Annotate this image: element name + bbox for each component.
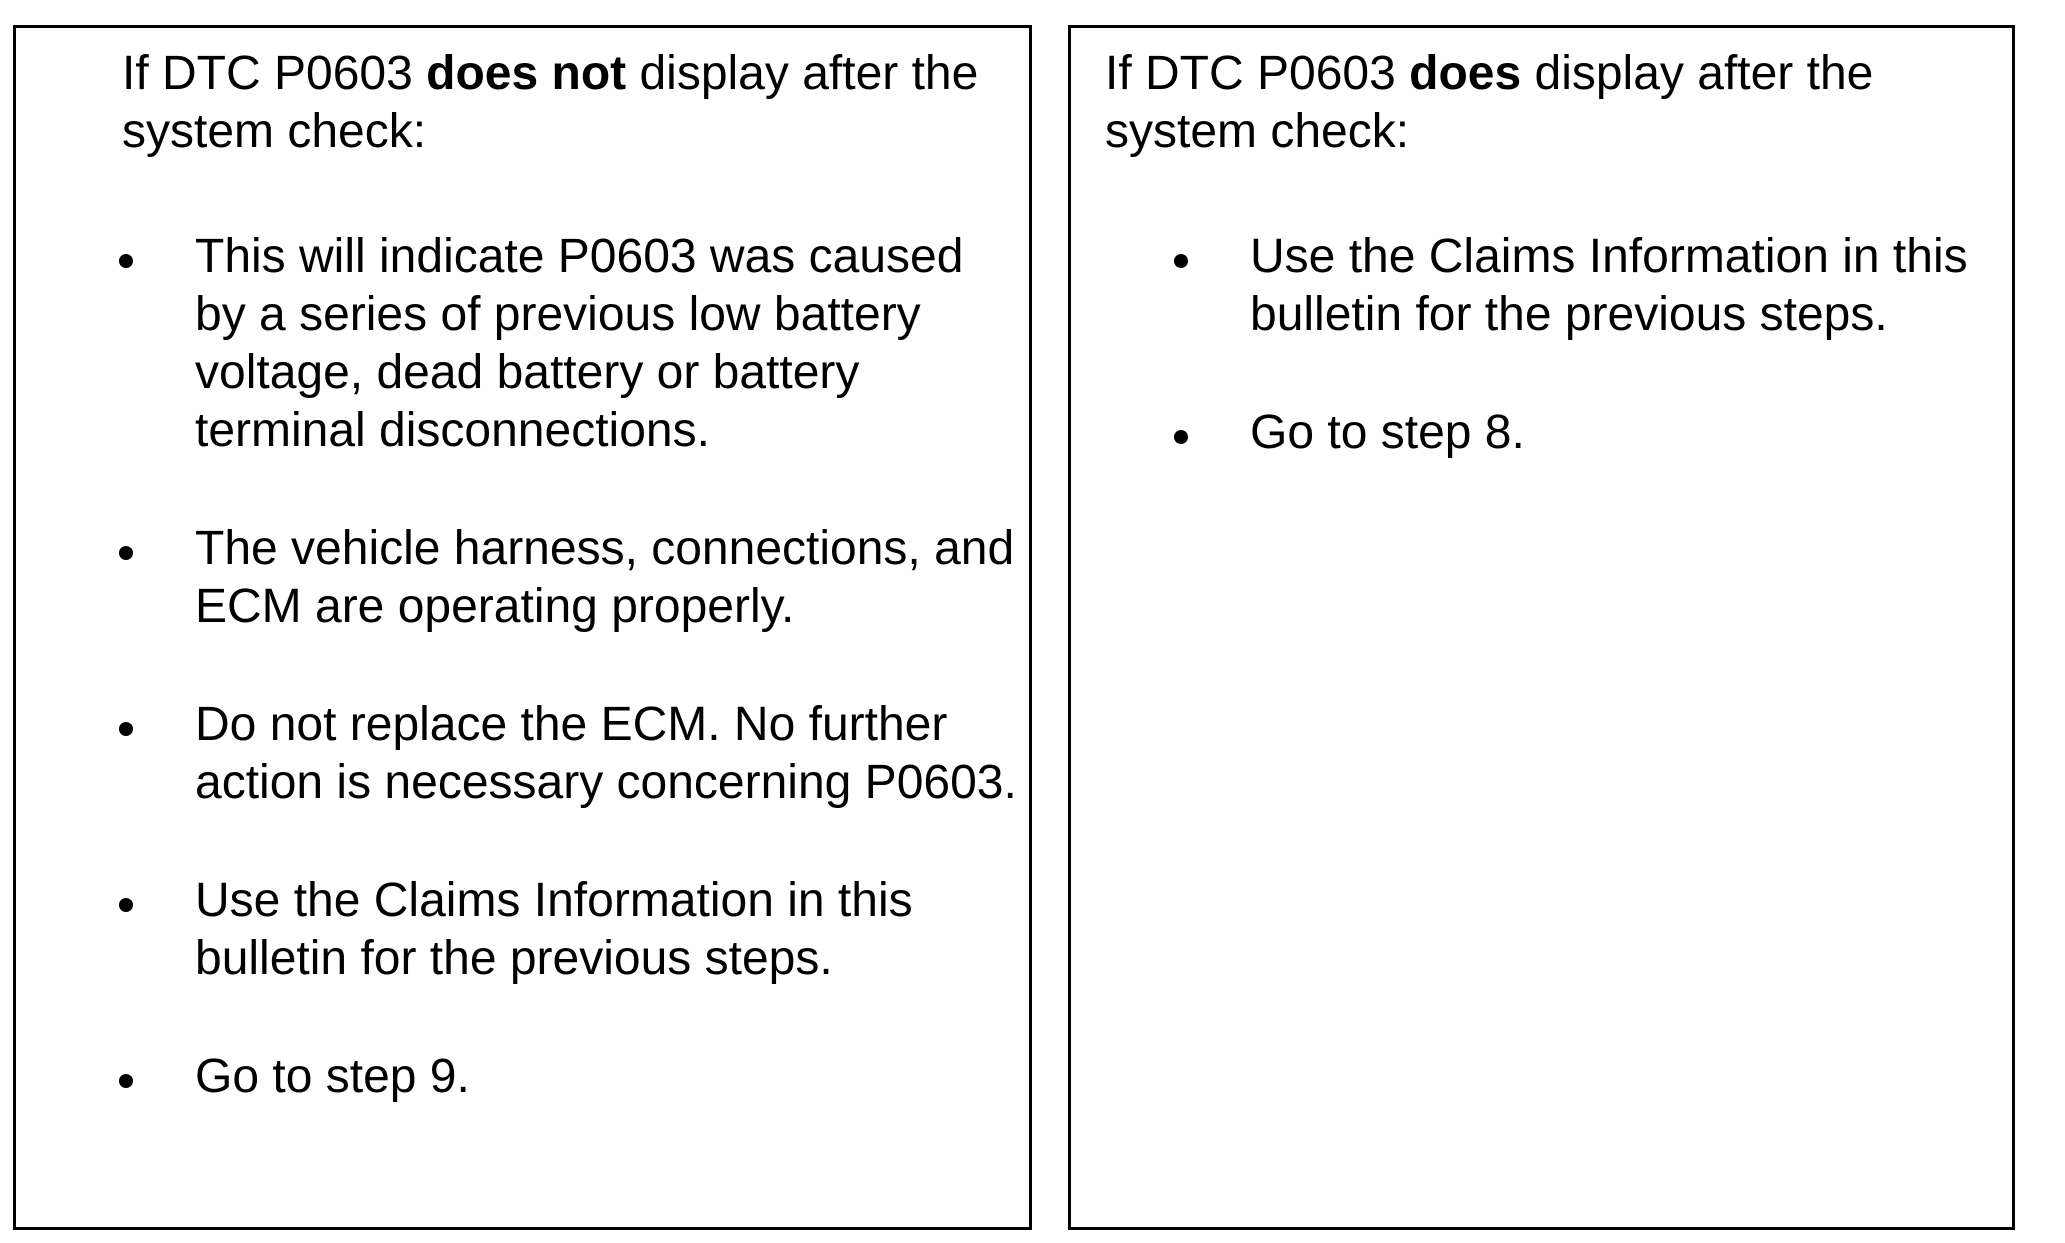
right-heading-emphasis: does <box>1409 47 1522 100</box>
list-item <box>119 228 1019 460</box>
right-instruction-panel <box>1068 25 2015 1230</box>
list-item-text: Go to step 9. <box>195 1050 470 1103</box>
list-item-text: The vehicle harness, connections, and ECM are operating properly. <box>195 522 1015 633</box>
list-item <box>119 520 1019 636</box>
list-item <box>119 872 1019 988</box>
list-item <box>119 1048 1019 1106</box>
left-heading-suffix: display after the system check: <box>122 47 979 158</box>
list-item-text: This will indicate P0603 was caused by a series of previous low battery voltage, dead battery or battery terminal disconnections. <box>195 230 964 457</box>
bullet-icon <box>119 254 133 268</box>
right-heading-suffix: display after the system check: <box>1105 47 1874 158</box>
list-item-text: Go to step 8. <box>1250 406 1525 459</box>
bullet-icon <box>119 546 133 560</box>
list-item-text: Use the Claims Information in this bulletin for the previous steps. <box>1250 230 1968 341</box>
bullet-icon <box>119 722 133 736</box>
list-item-text: Do not replace the ECM. No further action is necessary concerning P0603. <box>195 698 1017 809</box>
left-heading-emphasis: does not <box>426 47 627 100</box>
list-item <box>1174 404 1974 462</box>
left-panel-heading <box>122 45 1002 161</box>
list-item <box>1174 228 1974 344</box>
right-panel-heading <box>1105 45 1985 161</box>
right-heading-prefix: If DTC P0603 <box>1105 47 1410 100</box>
left-instruction-panel <box>13 25 1032 1230</box>
list-item-text: Use the Claims Information in this bulletin for the previous steps. <box>195 874 913 985</box>
bullet-icon <box>119 898 133 912</box>
list-item <box>119 696 1019 812</box>
bullet-icon <box>119 1074 133 1088</box>
bullet-icon <box>1174 430 1188 444</box>
right-bullet-list <box>1174 228 1974 522</box>
bullet-icon <box>1174 254 1188 268</box>
left-bullet-list <box>119 228 1019 1166</box>
left-heading-prefix: If DTC P0603 <box>122 47 427 100</box>
